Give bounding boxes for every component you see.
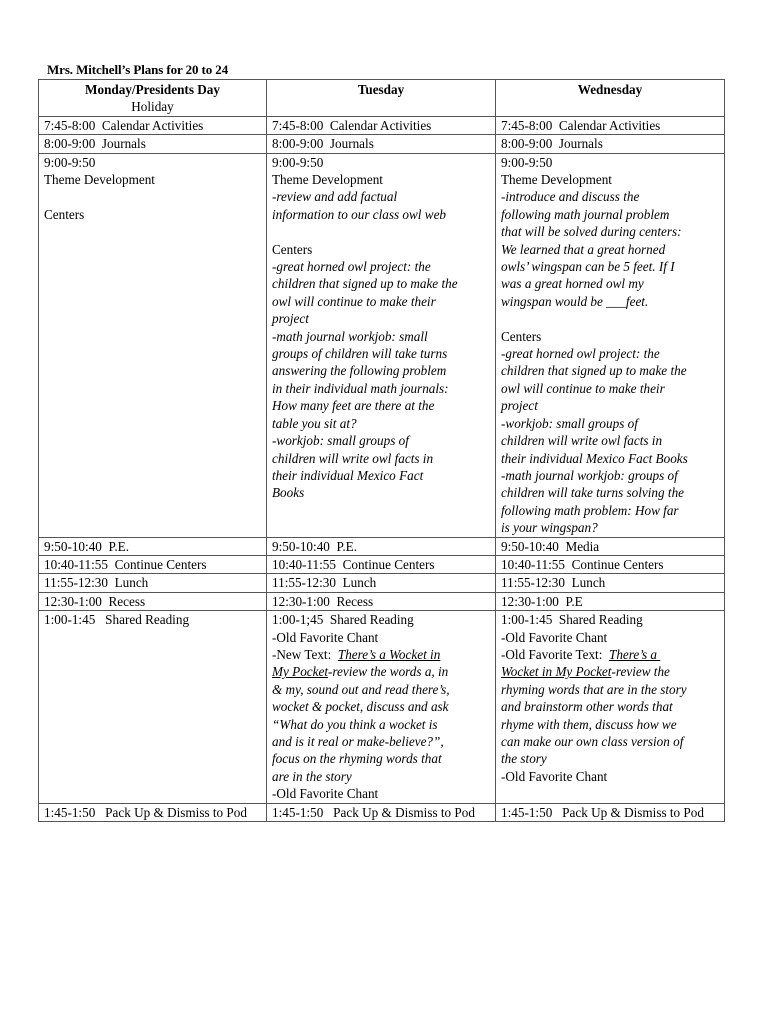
centers-note: children will write owl facts in [501, 433, 663, 449]
theme-label: Theme Development [44, 172, 155, 188]
centers-note: answering the following problem [272, 363, 447, 379]
cell-calendar-monday: 7:45-8:00 Calendar Activities [39, 116, 267, 134]
cell-calendar-tuesday: 7:45-8:00 Calendar Activities [267, 116, 496, 134]
reading-note: can make our own class version of [501, 734, 684, 750]
reading-note: the story [501, 751, 547, 767]
header-wednesday: Wednesday [496, 80, 725, 117]
chant-label: -Old Favorite Chant [501, 768, 608, 784]
cell-pe-monday: 9:50-10:40 P.E. [39, 537, 267, 555]
cell-lunch-wednesday: 11:55-12:30 Lunch [496, 574, 725, 592]
cell-continue-tuesday: 10:40-11:55 Continue Centers [267, 555, 496, 573]
centers-note: Books [272, 485, 305, 501]
theme-note: following math journal problem [501, 206, 670, 222]
theme-note: We learned that a great horned [501, 241, 666, 257]
header-monday [39, 80, 267, 117]
page-title: Mrs. Mitchell’s Plans for 20 to 24 [47, 62, 229, 77]
centers-label: Centers [44, 206, 85, 222]
centers-note: their individual Mexico Fact [272, 467, 424, 483]
book-title: There’s a Wocket in [337, 646, 441, 662]
cell-reading-tuesday [267, 611, 496, 803]
theme-note: wingspan would be ___feet. [501, 293, 649, 309]
cell-theme-monday [39, 153, 267, 537]
cell-dismiss-monday: 1:45-1:50 Pack Up & Dismiss to Pod [39, 803, 267, 821]
centers-note: -great horned owl project: the [501, 346, 660, 362]
theme-note: -review and add factual [272, 189, 398, 205]
cell-pe-wednesday: 9:50-10:40 Media [496, 537, 725, 555]
cell-continue-monday: 10:40-11:55 Continue Centers [39, 555, 267, 573]
table-row [39, 555, 725, 573]
theme-note: owls’ wingspan can be 5 feet. If I [501, 259, 675, 275]
centers-note: is your wingspan? [501, 520, 598, 536]
theme-label: Theme Development [501, 172, 612, 188]
table-row [39, 116, 725, 134]
centers-note: owl will continue to make their [501, 380, 665, 396]
centers-note: -workjob: small groups of [272, 433, 409, 449]
cell-reading-wednesday [496, 611, 725, 803]
cell-calendar-wednesday: 7:45-8:00 Calendar Activities [496, 116, 725, 134]
header-tuesday: Tuesday [267, 80, 496, 117]
centers-note: project [272, 311, 309, 327]
reading-note: and brainstorm other words that [501, 699, 673, 715]
cell-continue-wednesday: 10:40-11:55 Continue Centers [496, 555, 725, 573]
reading-note: focus on the rhyming words that [272, 751, 442, 767]
time-label: 9:00-9:50 [272, 154, 324, 170]
centers-note: How many feet are there at the [272, 398, 435, 414]
reading-note: “What do you think a wocket is [272, 716, 438, 732]
table-row [39, 803, 725, 821]
cell-recess-wednesday: 12:30-1:00 P.E [496, 592, 725, 610]
chant-label: -Old Favorite Chant [272, 629, 379, 645]
cell-recess-monday: 12:30-1:00 Recess [39, 592, 267, 610]
cell-journals-wednesday: 8:00-9:00 Journals [496, 135, 725, 153]
centers-note: table you sit at? [272, 415, 357, 431]
header-row [39, 80, 725, 117]
centers-note: -math journal workjob: groups of [501, 467, 678, 483]
table-row [39, 592, 725, 610]
book-title: My Pocket [272, 664, 329, 680]
reading-note: rhyming words that are in the story [501, 681, 687, 697]
centers-note: children that signed up to make the [272, 276, 458, 292]
time-label: 1:00-1:45 Shared Reading [501, 612, 643, 628]
table-row [39, 574, 725, 592]
cell-journals-tuesday: 8:00-9:00 Journals [267, 135, 496, 153]
cell-theme-tuesday [267, 153, 496, 537]
reading-note: are in the story [272, 768, 352, 784]
new-text-label: -New Text: [272, 646, 338, 662]
chant-label: -Old Favorite Chant [501, 629, 608, 645]
chant-label: -Old Favorite Chant [272, 786, 379, 802]
cell-dismiss-tuesday: 1:45-1:50 Pack Up & Dismiss to Pod [267, 803, 496, 821]
cell-reading-monday: 1:00-1:45 Shared Reading [39, 611, 267, 803]
table-row [39, 537, 725, 555]
reading-note: -review the words a, in [328, 664, 449, 680]
cell-lunch-monday: 11:55-12:30 Lunch [39, 574, 267, 592]
time-label: 9:00-9:50 [44, 154, 96, 170]
cell-lunch-tuesday: 11:55-12:30 Lunch [267, 574, 496, 592]
lesson-plan-table [38, 79, 725, 822]
book-title: Wocket in My Pocket [501, 664, 612, 680]
table-row [39, 611, 725, 803]
cell-journals-monday: 8:00-9:00 Journals [39, 135, 267, 153]
centers-note: -great horned owl project: the [272, 259, 431, 275]
theme-note: that will be solved during centers: [501, 224, 682, 240]
reading-note: and is it real or make-believe?”, [272, 734, 444, 750]
theme-label: Theme Development [272, 172, 383, 188]
table-row [39, 153, 725, 537]
reading-note: -review the [611, 664, 670, 680]
centers-note: -workjob: small groups of [501, 415, 638, 431]
reading-note: wocket & pocket, discuss and ask [272, 699, 449, 715]
centers-note: children will take turns solving the [501, 485, 685, 501]
centers-note: following math problem: How far [501, 502, 679, 518]
centers-note: children that signed up to make the [501, 363, 687, 379]
cell-dismiss-wednesday: 1:45-1:50 Pack Up & Dismiss to Pod [496, 803, 725, 821]
centers-label: Centers [272, 241, 313, 257]
book-title: There’s a [608, 646, 661, 662]
cell-pe-tuesday: 9:50-10:40 P.E. [267, 537, 496, 555]
table-row [39, 135, 725, 153]
centers-note: -math journal workjob: small [272, 328, 428, 344]
cell-recess-tuesday: 12:30-1:00 Recess [267, 592, 496, 610]
centers-note: groups of children will take turns [272, 346, 448, 362]
centers-note: owl will continue to make their [272, 293, 436, 309]
centers-note: project [501, 398, 538, 414]
old-text-label: -Old Favorite Text: [501, 646, 609, 662]
time-label: 9:00-9:50 [501, 154, 553, 170]
centers-note: children will write owl facts in [272, 450, 434, 466]
reading-note: & my, sound out and read there’s, [272, 681, 450, 697]
theme-note: was a great horned owl my [501, 276, 644, 292]
reading-note: rhyme with them, discuss how we [501, 716, 677, 732]
centers-note: their individual Mexico Fact Books [501, 450, 688, 466]
centers-label: Centers [501, 328, 542, 344]
time-label: 1:00-1;45 Shared Reading [272, 612, 414, 628]
header-monday-sub: Holiday [131, 99, 174, 115]
theme-note: -introduce and discuss the [501, 189, 640, 205]
theme-note: information to our class owl web [272, 206, 447, 222]
cell-theme-wednesday [496, 153, 725, 537]
header-monday-label: Monday/Presidents Day [85, 82, 220, 97]
centers-note: in their individual math journals: [272, 380, 449, 396]
